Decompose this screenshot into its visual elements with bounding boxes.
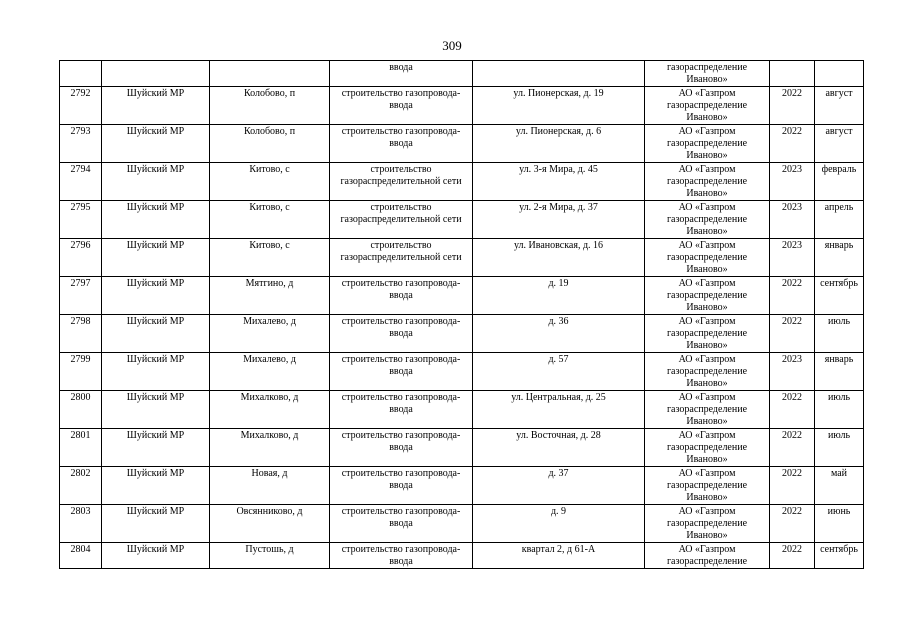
cell-month: февраль <box>815 163 864 201</box>
cell-locality: Китово, с <box>210 201 330 239</box>
cell-work: строительство газопровода-ввода <box>330 315 473 353</box>
cell-address: ул. Пионерская, д. 6 <box>473 125 645 163</box>
cell-address: ул. Восточная, д. 28 <box>473 429 645 467</box>
cell-org: АО «Газпром газораспределение Иваново» <box>645 239 770 277</box>
cell-month: январь <box>815 239 864 277</box>
cell-num: 2794 <box>60 163 102 201</box>
cell-work: строительство газопровода-ввода <box>330 391 473 429</box>
cell-year: 2022 <box>770 429 815 467</box>
table-row <box>60 543 864 569</box>
continuation-row <box>60 61 864 87</box>
cell-address: ул. Центральная, д. 25 <box>473 391 645 429</box>
cell-num: 2796 <box>60 239 102 277</box>
cell-year <box>770 61 815 87</box>
cell-num: 2800 <box>60 391 102 429</box>
cell-work: строительство газопровода-ввода <box>330 429 473 467</box>
cell-month: июль <box>815 391 864 429</box>
cell-num: 2795 <box>60 201 102 239</box>
cell-address: д. 19 <box>473 277 645 315</box>
cell-org: АО «Газпром газораспределение Иваново» <box>645 429 770 467</box>
cell-month: август <box>815 125 864 163</box>
cell-work: строительство газопровода-ввода <box>330 505 473 543</box>
table-row <box>60 201 864 239</box>
cell-year: 2022 <box>770 505 815 543</box>
cell-month: январь <box>815 353 864 391</box>
cell-org: АО «Газпром газораспределение Иваново» <box>645 353 770 391</box>
cell-district <box>102 61 210 87</box>
cell-month: сентябрь <box>815 277 864 315</box>
cell-month: сентябрь <box>815 543 864 569</box>
cell-locality: Китово, с <box>210 239 330 277</box>
cell-district: Шуйский МР <box>102 125 210 163</box>
cell-address: ул. Ивановская, д. 16 <box>473 239 645 277</box>
cell-num: 2803 <box>60 505 102 543</box>
cell-locality: Мятгино, д <box>210 277 330 315</box>
cell-num: 2798 <box>60 315 102 353</box>
cell-work: строительство газопровода-ввода <box>330 353 473 391</box>
cell-org <box>645 61 770 87</box>
cell-num: 2792 <box>60 87 102 125</box>
cell-locality: Михалково, д <box>210 391 330 429</box>
cell-year: 2022 <box>770 391 815 429</box>
cell-org: АО «Газпром газораспределение Иваново» <box>645 505 770 543</box>
cell-address: ул. 3-я Мира, д. 45 <box>473 163 645 201</box>
cell-locality: Колобово, п <box>210 87 330 125</box>
cell-org: АО «Газпром газораспределение Иваново» <box>645 315 770 353</box>
cell-locality: Михалево, д <box>210 353 330 391</box>
table-row <box>60 125 864 163</box>
cell-org: АО «Газпром газораспределение Иваново» <box>645 467 770 505</box>
cell-address: ул. Пионерская, д. 19 <box>473 87 645 125</box>
cell-work: строительство газораспределительной сети <box>330 201 473 239</box>
cell-address: д. 9 <box>473 505 645 543</box>
cell-work: строительство газопровода-ввода <box>330 277 473 315</box>
cell-locality: Китово, с <box>210 163 330 201</box>
cell-work: строительство газораспределительной сети <box>330 239 473 277</box>
cell-num: 2797 <box>60 277 102 315</box>
cell-locality: Михалково, д <box>210 429 330 467</box>
cell-district: Шуйский МР <box>102 163 210 201</box>
cell-num: 2799 <box>60 353 102 391</box>
cell-address: д. 57 <box>473 353 645 391</box>
cell-locality <box>210 61 330 87</box>
page-number: 309 <box>442 38 462 53</box>
cell-org: АО «Газпром газораспределение Иваново» <box>645 163 770 201</box>
table-row <box>60 277 864 315</box>
table-row <box>60 87 864 125</box>
cell-work: строительство газопровода-ввода <box>330 467 473 505</box>
cell-year: 2022 <box>770 277 815 315</box>
cell-year: 2022 <box>770 543 815 569</box>
cell-address: д. 36 <box>473 315 645 353</box>
cell-work: строительство газопровода-ввода <box>330 125 473 163</box>
table-row <box>60 391 864 429</box>
cell-work: строительство газораспределительной сети <box>330 163 473 201</box>
cell-year: 2023 <box>770 201 815 239</box>
cell-year: 2022 <box>770 87 815 125</box>
cell-month: апрель <box>815 201 864 239</box>
cell-org: АО «Газпром газораспределение <box>645 543 770 569</box>
cell-month: июль <box>815 429 864 467</box>
cell-locality: Пустошь, д <box>210 543 330 569</box>
cell-year: 2022 <box>770 467 815 505</box>
cell-district: Шуйский МР <box>102 467 210 505</box>
cell-locality: Новая, д <box>210 467 330 505</box>
cell-district: Шуйский МР <box>102 201 210 239</box>
table-row <box>60 163 864 201</box>
table-row <box>60 467 864 505</box>
cell-month: июнь <box>815 505 864 543</box>
cell-work: ввода <box>330 61 473 87</box>
cell-district: Шуйский МР <box>102 391 210 429</box>
cell-num: 2804 <box>60 543 102 569</box>
cell-year: 2022 <box>770 125 815 163</box>
table-row <box>60 429 864 467</box>
cell-locality: Колобово, п <box>210 125 330 163</box>
cell-work: строительство газопровода-ввода <box>330 87 473 125</box>
cell-year: 2023 <box>770 163 815 201</box>
cell-month: май <box>815 467 864 505</box>
cell-district: Шуйский МР <box>102 505 210 543</box>
cell-month: август <box>815 87 864 125</box>
cell-district: Шуйский МР <box>102 543 210 569</box>
table-row <box>60 315 864 353</box>
cell-org: АО «Газпром газораспределение Иваново» <box>645 277 770 315</box>
cell-locality: Михалево, д <box>210 315 330 353</box>
cell-address: ул. 2-я Мира, д. 37 <box>473 201 645 239</box>
cell-address <box>473 61 645 87</box>
cell-num: 2801 <box>60 429 102 467</box>
cell-work: строительство газопровода-ввода <box>330 543 473 569</box>
data-table <box>59 60 864 569</box>
cell-month: июль <box>815 315 864 353</box>
cell-address: квартал 2, д 61-А <box>473 543 645 569</box>
cell-org: АО «Газпром газораспределение Иваново» <box>645 125 770 163</box>
cell-org: АО «Газпром газораспределение Иваново» <box>645 87 770 125</box>
table-row <box>60 239 864 277</box>
cell-locality: Овсянниково, д <box>210 505 330 543</box>
table-row <box>60 505 864 543</box>
table-row <box>60 353 864 391</box>
cell-num: 2793 <box>60 125 102 163</box>
cell-district: Шуйский МР <box>102 315 210 353</box>
cell-district: Шуйский МР <box>102 239 210 277</box>
cell-district: Шуйский МР <box>102 277 210 315</box>
cell-month <box>815 61 864 87</box>
org-line: газораспределение <box>666 62 748 73</box>
cell-num <box>60 61 102 87</box>
cell-year: 2023 <box>770 353 815 391</box>
cell-year: 2022 <box>770 315 815 353</box>
org-line: Иваново» <box>686 74 728 85</box>
cell-district: Шуйский МР <box>102 429 210 467</box>
cell-num: 2802 <box>60 467 102 505</box>
cell-org: АО «Газпром газораспределение Иваново» <box>645 201 770 239</box>
cell-org: АО «Газпром газораспределение Иваново» <box>645 391 770 429</box>
cell-address: д. 37 <box>473 467 645 505</box>
cell-district: Шуйский МР <box>102 87 210 125</box>
cell-year: 2023 <box>770 239 815 277</box>
cell-district: Шуйский МР <box>102 353 210 391</box>
